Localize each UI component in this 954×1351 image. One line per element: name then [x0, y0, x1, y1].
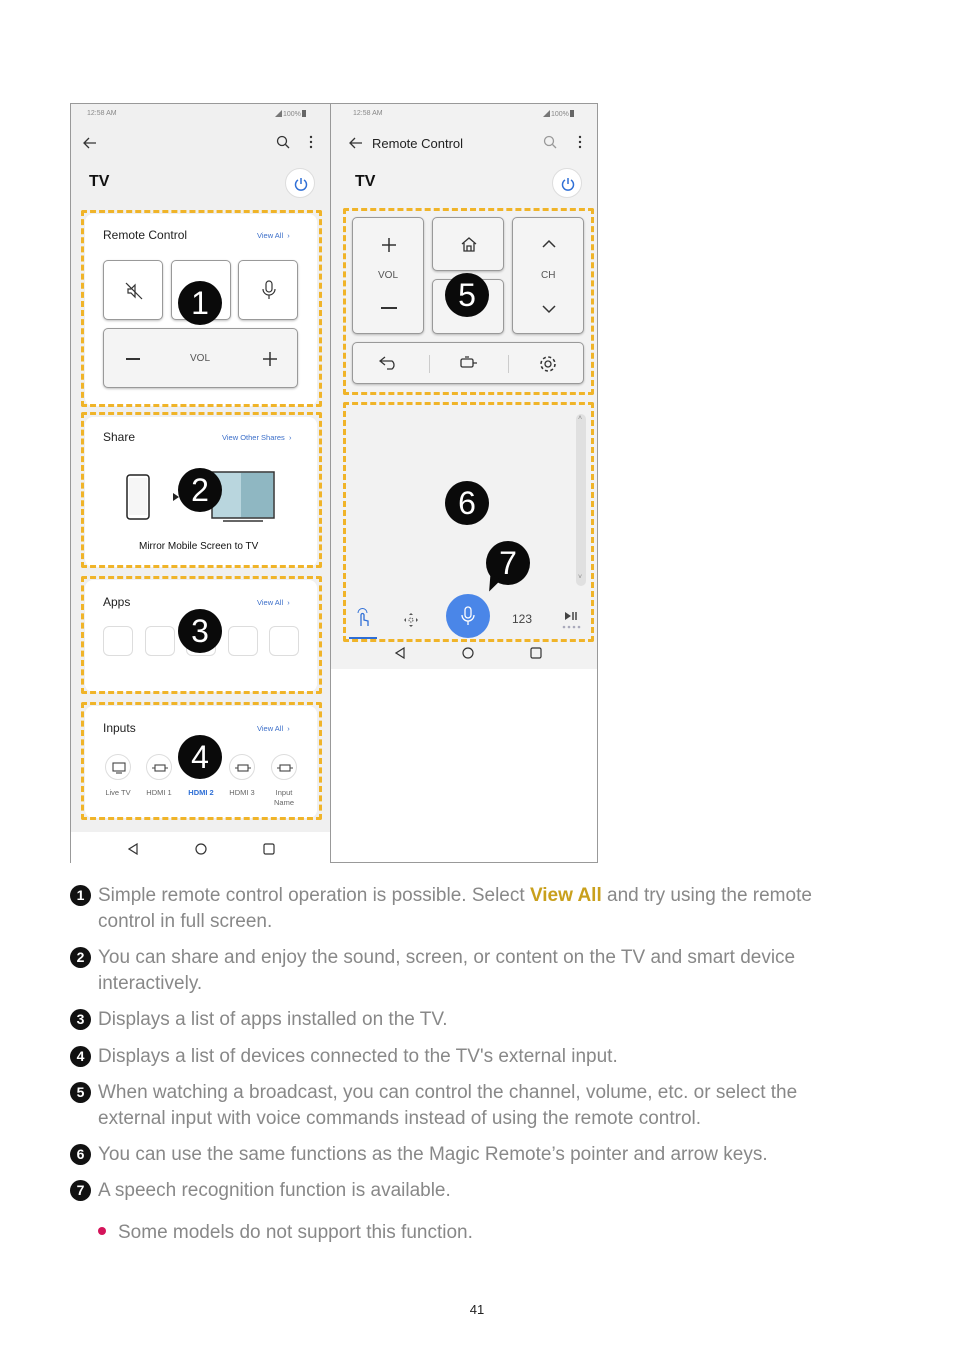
live-tv-input[interactable]	[105, 754, 131, 780]
power-icon	[293, 176, 309, 192]
voice-button[interactable]	[238, 260, 298, 320]
bullet-dot-icon	[98, 1227, 106, 1235]
status-battery: 100%	[275, 110, 306, 118]
active-tab-indicator	[349, 637, 377, 639]
description-item-6: 6 You can use the same functions as the Magic Remote’s pointer and arrow keys.	[70, 1142, 860, 1168]
vol-label: VOL	[378, 270, 399, 281]
smartphone-icon	[126, 474, 150, 520]
description-number: 2	[70, 947, 91, 968]
appbar-title: Remote Control	[372, 136, 464, 151]
hdmi1-input[interactable]	[146, 754, 172, 780]
description-item-1: 1 Simple remote control operation is possible. Select View All and try using the remote control in full screen.	[70, 883, 860, 935]
hdmi3-input[interactable]	[229, 754, 255, 780]
tv-title: TV	[355, 173, 376, 190]
keypad-tab[interactable]: 123	[512, 612, 533, 626]
app-slot[interactable]	[103, 626, 133, 656]
home-icon	[460, 236, 478, 252]
input-name-input[interactable]	[271, 754, 297, 780]
apps-view-all-link[interactable]: View All ›	[257, 598, 290, 607]
description-item-2: 2 You can share and enjoy the sound, screen, or content on the TV and smart device interactively.	[70, 945, 860, 997]
volume-down-icon[interactable]	[381, 307, 397, 309]
app-slot[interactable]	[269, 626, 299, 656]
signal-icon	[543, 110, 550, 117]
callout-badge-5: 5	[445, 273, 489, 317]
app-slot[interactable]	[145, 626, 175, 656]
nav-home-icon[interactable]	[195, 843, 207, 855]
description-item-3: 3 Displays a list of apps installed on the TV.	[70, 1007, 860, 1033]
power-button[interactable]	[552, 168, 582, 198]
nav-recents-icon[interactable]	[263, 843, 275, 855]
inputs-view-all-link[interactable]: View All ›	[257, 724, 290, 733]
nav-home-icon[interactable]	[462, 647, 474, 659]
volume-rocker[interactable]	[352, 217, 424, 334]
battery-icon	[302, 110, 306, 117]
input-label-hdmi2: HDMI 2	[188, 788, 214, 797]
note-bullet: Some models do not support this function.	[98, 1222, 473, 1244]
volume-up-icon[interactable]	[381, 237, 397, 253]
mirror-screen-label[interactable]: Mirror Mobile Screen to TV	[139, 541, 259, 552]
description-number: 7	[70, 1180, 91, 1201]
return-icon[interactable]	[379, 356, 399, 370]
vol-label: VOL	[190, 353, 211, 364]
signal-icon	[275, 110, 282, 117]
description-number: 3	[70, 1009, 91, 1030]
description-item-5: 5 When watching a broadcast, you can control the channel, volume, etc. or select the external input with voice commands instead of using the remote control.	[70, 1080, 860, 1132]
nav-back-icon[interactable]	[395, 647, 405, 659]
callout-badge-3: 3	[178, 609, 222, 653]
function-bar	[352, 342, 584, 384]
remote-view-all-link[interactable]: View All ›	[257, 231, 290, 240]
description-number: 5	[70, 1082, 91, 1103]
chevron-down-icon[interactable]	[541, 304, 557, 314]
settings-gear-icon[interactable]	[539, 355, 557, 373]
input-label-input-name: Input Name	[273, 788, 294, 807]
description-item-7: 7 A speech recognition function is available.	[70, 1178, 860, 1204]
media-play-pause-icon[interactable]	[561, 610, 583, 630]
description-number: 1	[70, 885, 91, 906]
nav-recents-icon[interactable]	[530, 647, 542, 659]
arrow-keys-icon[interactable]	[403, 612, 419, 628]
callout-badge-7: 7	[486, 541, 530, 585]
tv-icon	[112, 762, 126, 774]
callout-badge-2: 2	[178, 468, 222, 512]
inputs-card-title: Inputs	[103, 721, 136, 735]
microphone-icon	[461, 606, 475, 626]
input-label-hdmi1: HDMI 1	[146, 788, 172, 797]
battery-icon	[570, 110, 574, 117]
more-menu-icon[interactable]	[309, 135, 313, 149]
description-item-4: 4 Displays a list of devices connected to the TV's external input.	[70, 1044, 860, 1070]
search-icon[interactable]	[276, 135, 290, 149]
voice-input-button[interactable]	[446, 594, 490, 638]
mute-button[interactable]	[103, 260, 163, 320]
hdmi-icon	[152, 764, 168, 772]
more-menu-icon[interactable]	[578, 135, 582, 149]
input-source-icon[interactable]	[458, 356, 478, 370]
input-label-hdmi3: HDMI 3	[229, 788, 255, 797]
nav-back-icon[interactable]	[128, 843, 138, 855]
ch-label: CH	[541, 270, 556, 281]
chevron-up-icon[interactable]	[541, 239, 557, 249]
home-button[interactable]	[432, 217, 504, 271]
view-other-shares-link[interactable]: View Other Shares ›	[222, 433, 292, 442]
volume-down-icon[interactable]	[126, 358, 140, 360]
hdmi-icon	[277, 764, 293, 772]
volume-up-icon[interactable]	[262, 351, 278, 367]
status-battery: 100%	[543, 110, 574, 118]
apps-card-title: Apps	[103, 595, 131, 609]
description-number: 4	[70, 1046, 91, 1067]
divider	[508, 355, 509, 373]
channel-rocker[interactable]	[512, 217, 584, 334]
pointer-touch-icon[interactable]	[355, 608, 371, 628]
mute-icon	[125, 282, 143, 300]
hdmi-icon	[235, 764, 251, 772]
page-number: 41	[469, 1302, 485, 1317]
scroll-down-icon[interactable]: ˅	[578, 574, 583, 581]
share-card-title: Share	[103, 430, 136, 444]
scrollbar[interactable]	[576, 414, 586, 586]
input-label-live-tv: Live TV	[105, 788, 131, 797]
callout-badge-1: 1	[178, 281, 222, 325]
search-icon[interactable]	[543, 135, 557, 149]
view-all-highlight: View All	[529, 885, 602, 906]
divider	[429, 355, 430, 373]
description-number: 6	[70, 1144, 91, 1165]
microphone-icon	[261, 280, 277, 300]
callout-badge-4: 4	[178, 735, 222, 779]
power-button[interactable]	[285, 168, 315, 198]
tv-title: TV	[89, 173, 110, 190]
status-time: 12:58 AM	[87, 110, 117, 117]
status-time: 12:58 AM	[353, 110, 383, 117]
back-arrow-icon[interactable]	[349, 137, 363, 149]
callout-badge-6: 6	[445, 481, 489, 525]
back-arrow-icon[interactable]	[83, 137, 97, 149]
scroll-up-icon[interactable]: ˄	[578, 415, 583, 422]
app-slot[interactable]	[228, 626, 258, 656]
remote-card-title: Remote Control	[103, 228, 188, 242]
power-icon	[560, 176, 576, 192]
volume-control[interactable]	[103, 328, 298, 388]
